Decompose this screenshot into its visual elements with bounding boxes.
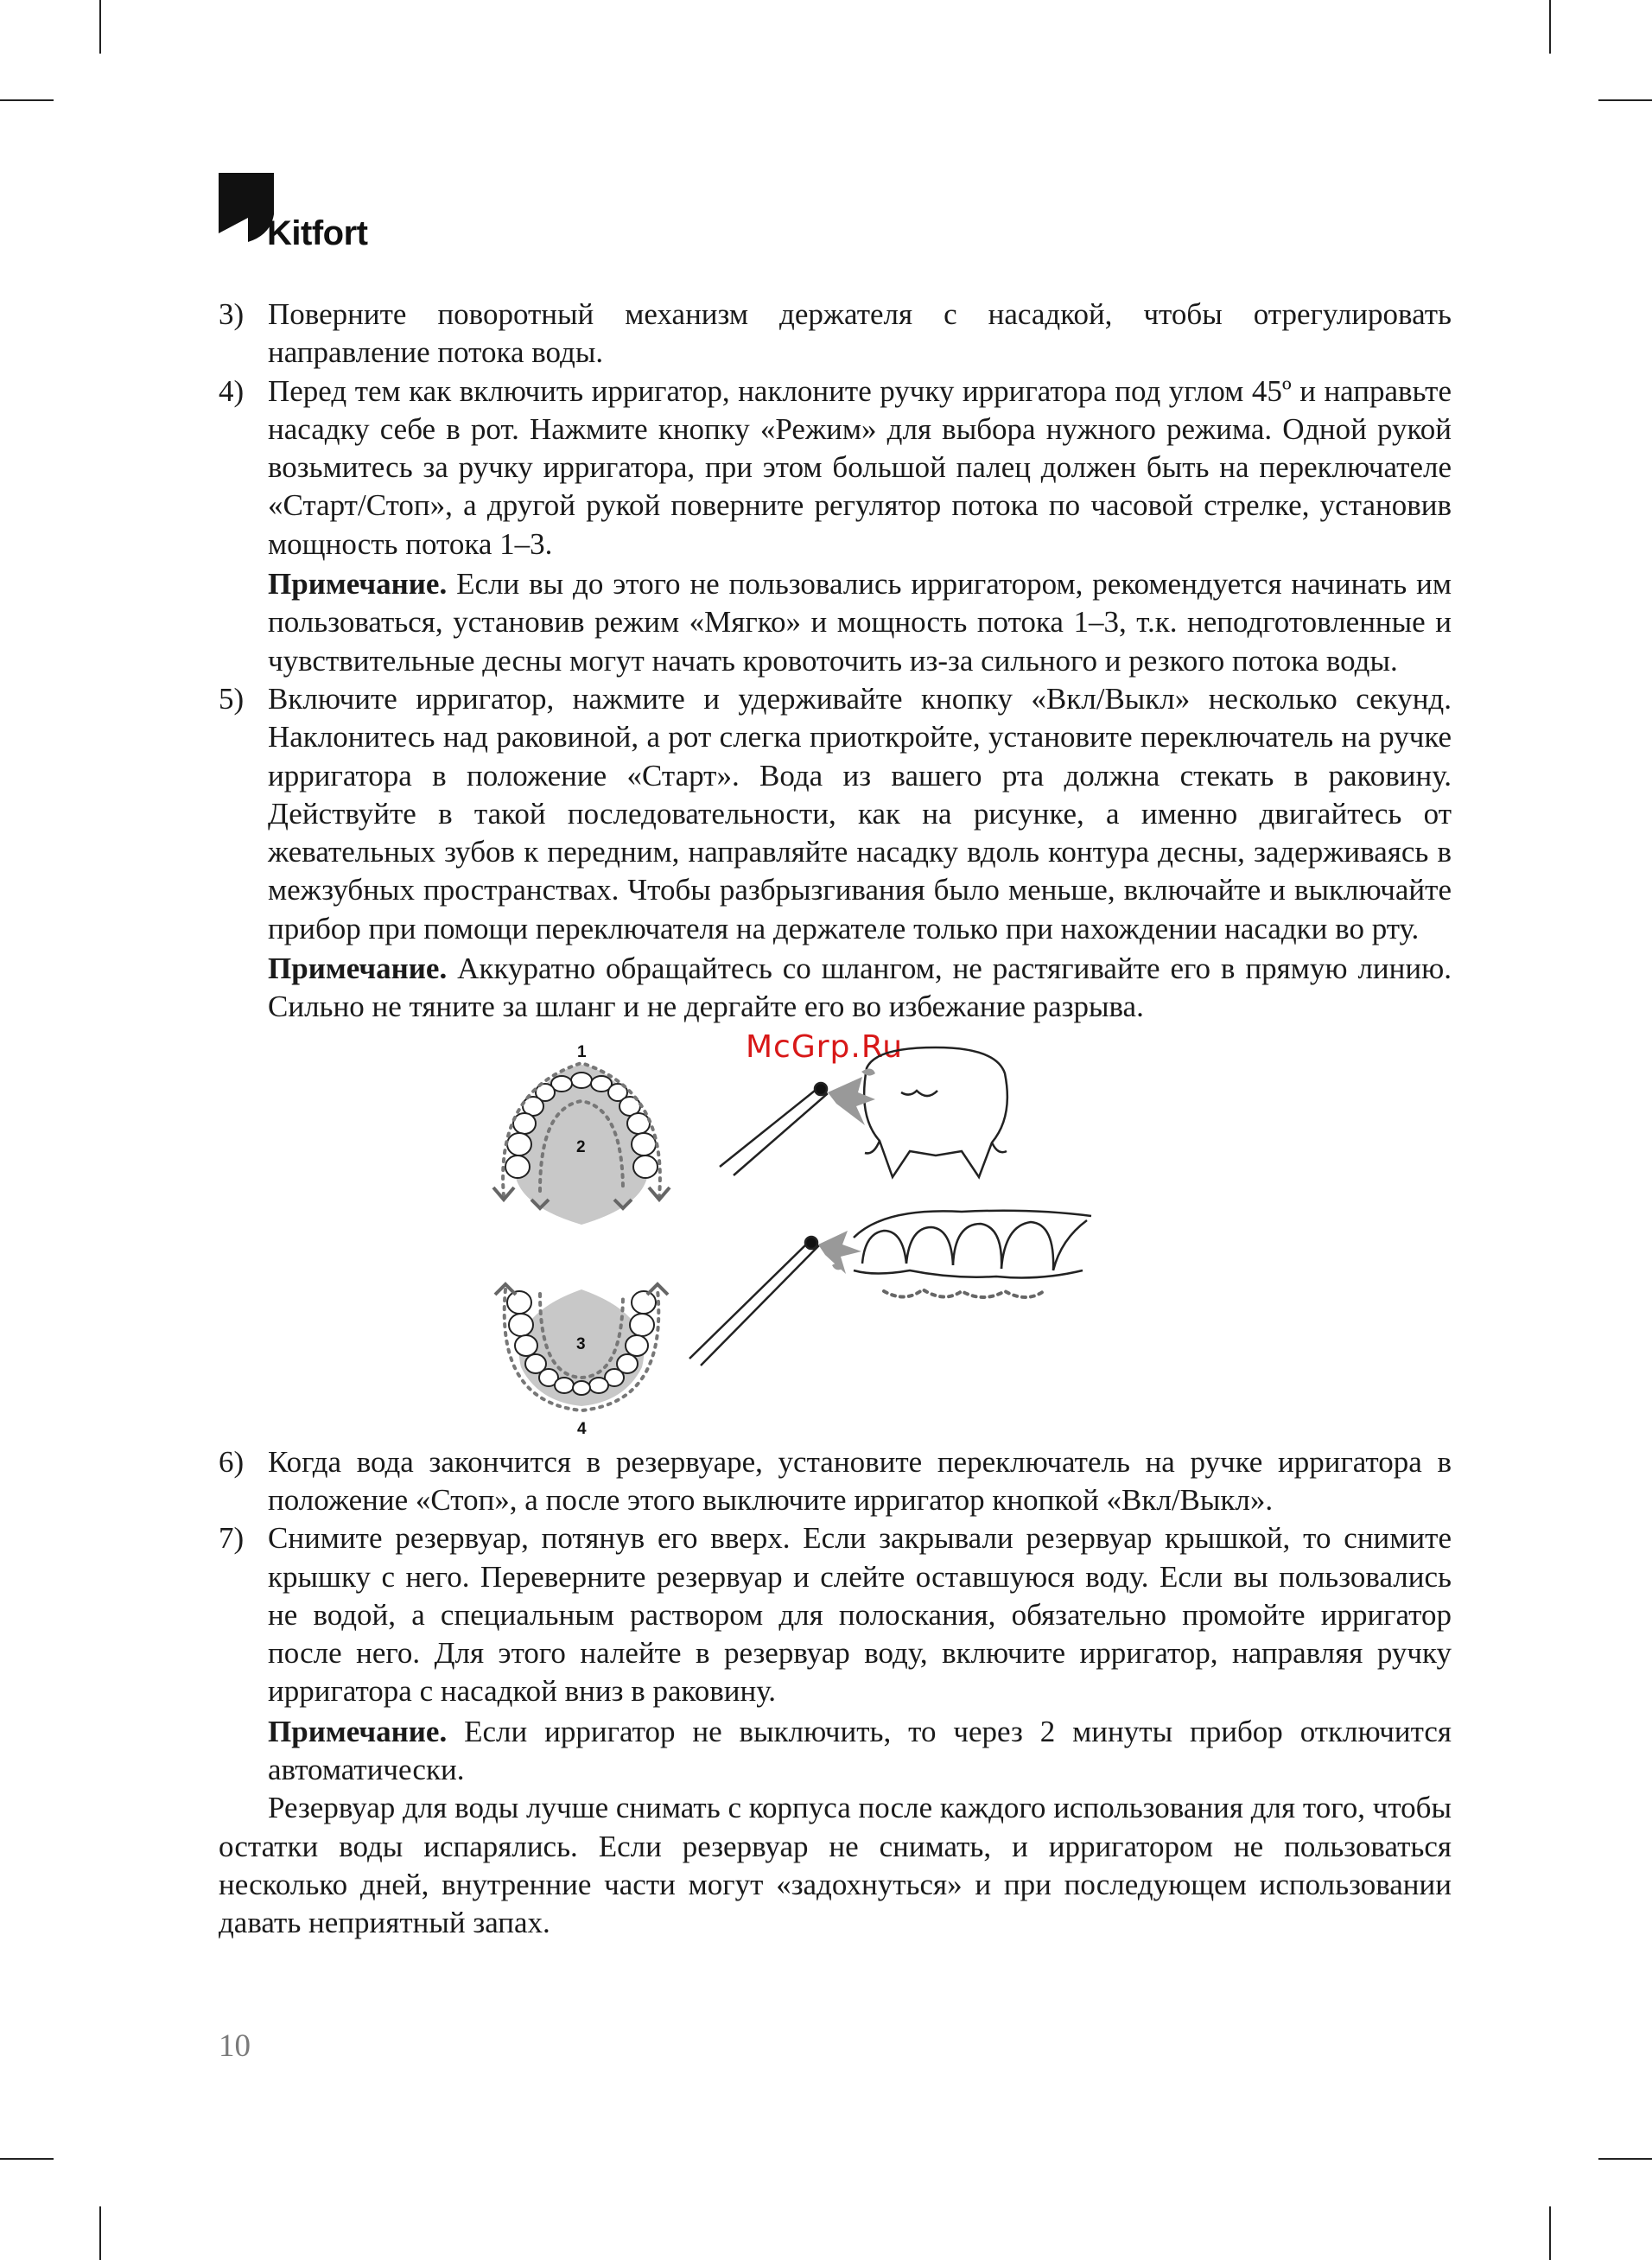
head-illustration xyxy=(720,1047,1007,1177)
figure-label: 3 xyxy=(576,1334,586,1353)
figure-label: 1 xyxy=(577,1042,587,1061)
note-label: Примечание. xyxy=(268,567,448,602)
list-text: Включите ирригатор, нажмите и удерживайте кнопку «Вкл/Выкл» несколько секунд. Наклонитесь над раковиной, а рот слегка приоткройте, установите переключатель на ручке ирригатора в положение «Старт». Вода из вашего рта должна стекать в раковину. Действуйте в такой последовательности, как на рисунке, а именно двигайтесь от жевательных зубов к передним, направляйте насадку вдоль контура десны, задерживаясь в межзубных пространствах. Чтобы разбрызгивания было меньше, включайте и выключайте прибор при помощи переключателя на держателе только при нахождении насадки во рту. xyxy=(268,681,1452,945)
list-number: 5) xyxy=(219,681,245,716)
crop-mark xyxy=(1549,2206,1551,2260)
crop-mark xyxy=(1598,99,1652,101)
water-spray xyxy=(828,1068,875,1125)
side-path xyxy=(884,1289,1044,1297)
note-text: Если ирригатор не выключить, то через 2 минуты прибор отключится автоматически. xyxy=(268,1714,1452,1787)
closing-paragraph: Резервуар для воды лучше снимать с корпуса после каждого использования для того, чтобы остатки воды испарялись. Если резервуар не снимать, и ирригатором не пользоваться несколько дней, внутренние части могут «задохнуться» и при последующем использовании давать неприятный запах. xyxy=(219,1791,1452,1940)
crop-mark xyxy=(1598,2158,1652,2160)
crop-mark xyxy=(99,2206,101,2260)
note xyxy=(268,1713,1452,1790)
list-item xyxy=(219,372,1452,680)
brand-name: Kitfort xyxy=(267,214,368,252)
crop-mark xyxy=(0,99,54,101)
note xyxy=(268,565,1452,680)
side-teeth-illustration xyxy=(689,1210,1091,1365)
list-number: 6) xyxy=(219,1444,245,1479)
list-text: Поверните поворотный механизм держателя с насадкой, чтобы отрегулировать направление потока воды. xyxy=(268,297,1452,370)
crop-mark xyxy=(1549,0,1551,54)
note-label: Примечание. xyxy=(268,952,448,986)
teeth-diagram xyxy=(219,1039,1169,1419)
figure-label: 4 xyxy=(577,1419,587,1438)
list-number: 7) xyxy=(219,1521,245,1556)
crop-mark xyxy=(0,2158,54,2160)
list-text: Перед тем как включить ирригатор, наклоните ручку ирригатора под углом 45º и направьте насадку себе в рот. Нажмите кнопку «Режим» для выбора нужного режима. Одной рукой возьмитесь за ручку ирригатора, при этом большой палец должен быть на переключателе «Старт/Стоп», а другой рукой поверните регулятор потока по часовой стрелке, установив мощность потока 1–3. xyxy=(268,373,1452,561)
note-text: Аккуратно обращайтесь со шлангом, не растягивайте его в прямую линию. Сильно не тяните за шланг и не дергайте его во избежание разрыва. xyxy=(268,952,1452,1024)
crop-mark xyxy=(99,0,101,54)
list-number: 4) xyxy=(219,373,245,408)
usage-figure xyxy=(219,1028,1452,1438)
list-text: Снимите резервуар, потянув его вверх. Если закрывали резервуар крышкой, то снимите крышку с него. Переверните резервуар и слейте оставшуюся воду. Если вы пользовались не водой, а специальным раствором для полоскания, обязательно промойте ирригатор после него. Для этого налейте в резервуар воду, включите ирригатор, направляя ручку ирригатора с насадкой вниз в раковину. xyxy=(268,1521,1452,1709)
list-text: Когда вода закончится в резервуаре, установите переключатель на ручке ирригатора в положение «Стоп», а после этого выключите ирригатор кнопкой «Вкл/Выкл». xyxy=(268,1444,1452,1517)
figure-label: 2 xyxy=(576,1137,586,1156)
list-item xyxy=(219,1443,1452,1520)
brand-logo-icon xyxy=(219,173,274,255)
list-item xyxy=(219,1519,1452,1789)
list-number: 3) xyxy=(219,297,245,331)
list-item xyxy=(219,296,1452,372)
page-number: 10 xyxy=(219,2028,251,2064)
note-text: Если вы до этого не пользовались ирригатором, рекомендуется начинать им пользоваться, установив режим «Мягко» и мощность потока 1–3, т.к. неподготовленные и чувствительные десны могут начать кровоточить из-за сильного и резкого потока воды. xyxy=(268,567,1452,678)
note xyxy=(268,950,1452,1027)
brand-logo xyxy=(219,173,426,259)
note-label: Примечание. xyxy=(268,1714,448,1748)
watermark: McGrp.Ru xyxy=(746,1028,904,1065)
list-item xyxy=(219,680,1452,1027)
main-content xyxy=(219,296,1452,1943)
